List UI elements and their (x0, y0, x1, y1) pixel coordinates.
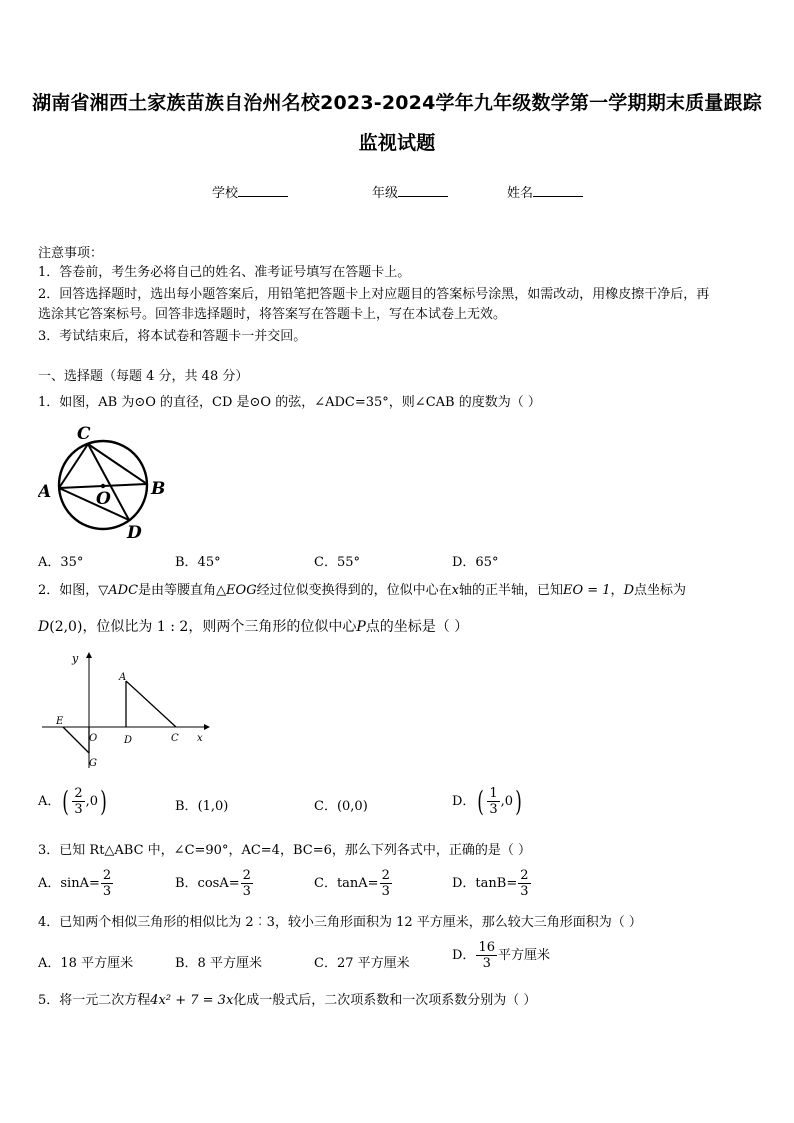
q2-point-p: P (356, 619, 366, 635)
q2-option-a-fraction: $\frac{2}{3}$ (74, 786, 83, 817)
notes-heading: 注意事项： (38, 246, 104, 261)
q5-stem (38, 990, 536, 1012)
q1-circle-figure (38, 422, 168, 542)
q1-option-d: D．65° (452, 555, 499, 570)
q3-option-c-label: C．tanA= (314, 876, 379, 891)
q2-option-d-rest: ,0 (500, 794, 514, 809)
school-field (212, 182, 288, 201)
q1-chord-cb (88, 444, 147, 484)
grade-label: 年级 (372, 186, 399, 201)
q1-label-d: D (127, 523, 142, 542)
q2-label-x: x (197, 733, 203, 744)
q2-option-a: A．( $\frac{2}{3}$ ,0) (38, 784, 107, 818)
q2-stem-part: 是由等腰直角 (138, 583, 217, 598)
q3-option-c-fraction: $\frac{2}{3}$ (381, 868, 390, 899)
q1-label-c: C (77, 424, 91, 444)
q2-y-arrow (86, 652, 92, 658)
q2-label-c: C (171, 733, 179, 744)
q3-option-b-fraction: $\frac{2}{3}$ (242, 868, 251, 899)
q2-stem-part: 点坐标为 (634, 583, 687, 598)
q5-stem-part: 化成一般式后，二次项系数和一次项系数分别为（ ） (233, 993, 537, 1008)
q3-option-d-label: D．tanB= (452, 876, 518, 891)
q1-center-dot (101, 484, 105, 488)
q4-stem: 4．已知两个相似三角形的相似比为 2︰3，较小三角形面积为 12 平方厘米，那么较大三角形面积为（ ） (38, 915, 642, 930)
q3-option-d (452, 868, 532, 899)
q3-option-c (314, 868, 393, 899)
q2-stem-part: 2．如图， (38, 583, 99, 598)
q2-option-d-fraction: $\frac{1}{3}$ (489, 786, 498, 817)
name-blank (533, 184, 583, 197)
exam-title-line2: 监视试题 (358, 132, 436, 154)
q3-option-a-fraction: $\frac{2}{3}$ (102, 868, 112, 899)
q1-option-b: B．45° (175, 555, 221, 570)
exam-title-line1: 湖南省湘西土家族苗族自治州名校2023-2024学年九年级数学第一学期期末质量跟踪 (32, 92, 762, 114)
q4-option-c: C．27 平方厘米 (314, 956, 410, 971)
q2-option-d: D．( $\frac{1}{3}$ ,0) (452, 784, 522, 818)
q4-option-d (452, 940, 550, 971)
q2-option-a-label: A． (38, 794, 61, 809)
q2-point-d: D (623, 583, 634, 598)
q2-label-e: E (56, 716, 64, 727)
q2-stem-part: ，位似比为 1 : 2，则两个三角形的位似中心 (82, 619, 357, 635)
q2-option-b-value: (1,0) (197, 799, 229, 814)
section-1-heading: 一、选择题（每题 4 分，共 48 分） (38, 369, 249, 384)
q2-label-o: O (89, 733, 98, 744)
q2-x-axis-symbol: x (451, 583, 459, 598)
q3-stem: 3．已知 Rt△ABC 中，∠C=90°，AC=4，BC=6，那么下列各式中，正确的是（ ） (38, 843, 531, 858)
q2-option-a-rest: ,0 (85, 794, 99, 809)
q5-stem-part: 5．将一元二次方程 (38, 993, 151, 1008)
notes-item-3: 3．考试结束后，将本试卷和答题卡一并交回。 (38, 329, 307, 344)
q2-label-g: G (89, 758, 97, 769)
notes-item-2a: 2．回答选择题时，选出每小题答案后，用铅笔把答题卡上对应题目的答案标号涂黑，如需改动，用橡皮擦干净后，再 (38, 287, 710, 302)
q2-stem-part: 经过位似变换得到的，位似中心在 (256, 583, 452, 598)
q2-x-arrow (204, 724, 210, 730)
q3-option-b-label: B．cosA= (175, 876, 240, 891)
q2-stem-line2 (38, 616, 468, 638)
q2-point-d-2: D (38, 619, 50, 635)
q2-triangle-eog: △EOG (216, 583, 257, 598)
notes-item-2b: 选涂其它答案标号。回答非选择题时，将答案写在答题卡上，写在本试卷上无效。 (38, 307, 507, 322)
name-field (507, 182, 583, 201)
q4-option-d-fraction: $\frac{16}{3}$ (478, 940, 495, 971)
q1-option-a: A．35° (38, 555, 84, 570)
q3-option-d-fraction: $\frac{2}{3}$ (520, 868, 529, 899)
q2-stem-part: 点的坐标是（ ） (365, 619, 469, 635)
q2-stem-line1 (38, 580, 686, 602)
q2-stem-part: 轴的正半轴，已知 (458, 583, 563, 598)
q2-label-a: A (119, 672, 127, 683)
q2-option-c-value: (0,0) (336, 799, 368, 814)
q2-segment-ac (126, 681, 176, 727)
q1-label-a: A (38, 482, 52, 502)
q4-option-d-label: D． (452, 948, 476, 963)
q4-option-a: A．18 平方厘米 (38, 956, 134, 971)
q3-option-a (38, 868, 114, 899)
q2-option-b (175, 795, 228, 814)
q1-label-o: O (96, 489, 111, 509)
q2-segment-eg (63, 727, 89, 753)
school-blank (238, 184, 288, 197)
name-label: 姓名 (507, 186, 534, 201)
q2-option-c-label: C． (314, 799, 337, 814)
q4-option-b: B．8 平方厘米 (175, 956, 262, 971)
q2-eo-equation: EO = 1 (562, 583, 611, 598)
q2-option-c (314, 795, 368, 814)
grade-field (372, 182, 448, 201)
q1-label-b: B (151, 479, 166, 499)
q1-stem: 1．如图，AB 为⊙O 的直径，CD 是⊙O 的弦，∠ADC=35°，则∠CAB 的度数为（ ） (38, 395, 541, 410)
q5-equation: 4x² + 7 = 3x (150, 993, 234, 1008)
q2-d-coordinate: (2,0) (49, 619, 83, 635)
grade-blank (398, 184, 448, 197)
notes-item-1: 1．答卷前，考生务必将自己的姓名、准考证号填写在答题卡上。 (38, 265, 411, 280)
q2-stem-part: ， (610, 583, 624, 598)
q3-option-b (175, 868, 254, 899)
q2-label-d: D (124, 735, 133, 746)
q2-triangle-adc: ▽ADC (98, 583, 139, 598)
q2-option-b-label: B． (175, 799, 198, 814)
q4-option-d-rest: 平方厘米 (497, 948, 550, 963)
q2-option-d-label: D． (452, 794, 476, 809)
q1-option-c: C．55° (314, 555, 360, 570)
q2-coordinate-figure (38, 648, 218, 773)
school-label: 学校 (212, 186, 239, 201)
q3-option-a-label: A．sinA= (38, 876, 100, 891)
q2-label-y: y (72, 652, 79, 665)
